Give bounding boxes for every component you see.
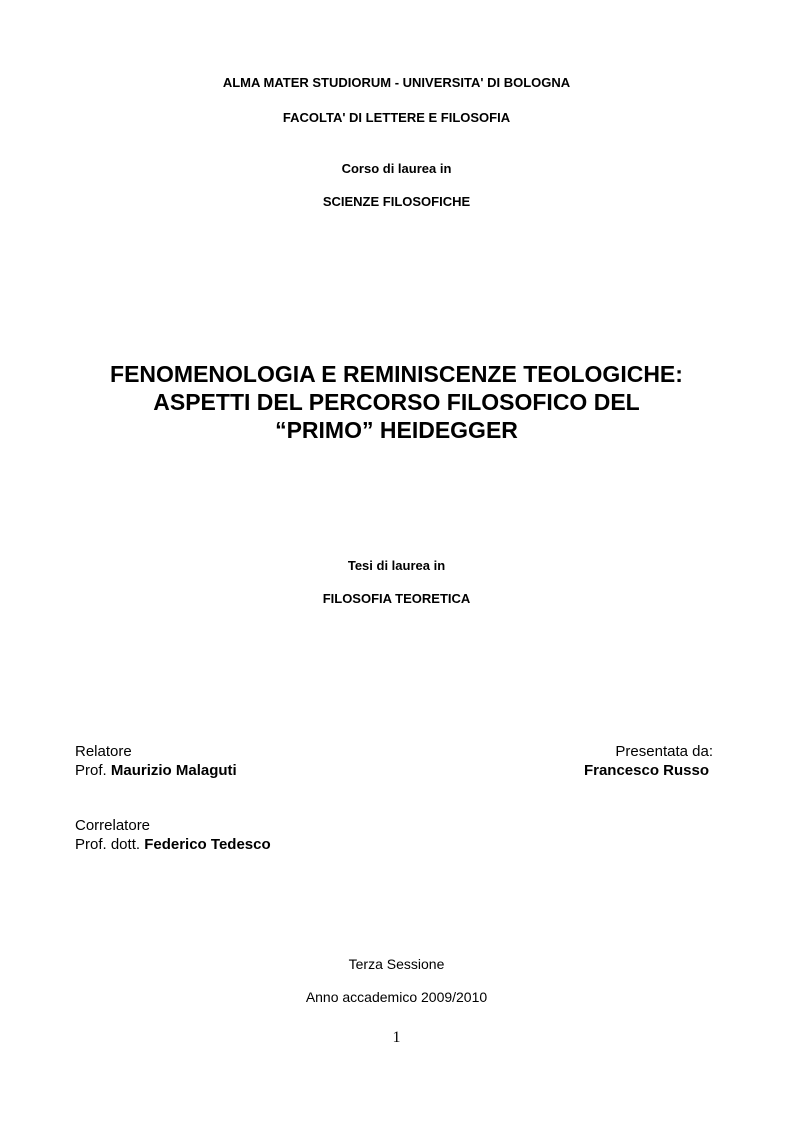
page-number: 1 <box>392 1029 401 1046</box>
co-supervisor-role: Correlatore <box>75 817 151 834</box>
supervisor-name: Maurizio Malaguti <box>110 762 237 779</box>
candidate-line <box>584 761 713 780</box>
co-supervisor-prefix: Prof. dott. <box>75 836 145 853</box>
candidate-name: Francesco Russo <box>583 762 709 779</box>
thesis-subject: FILOSOFIA TEORETICA <box>322 591 471 606</box>
supervisor-line <box>75 761 237 780</box>
thesis-title-line-2: ASPETTI DEL PERCORSO FILOSOFICO DEL <box>153 389 640 415</box>
thesis-title <box>0 360 793 444</box>
academic-year: Anno accademico 2009/2010 <box>305 989 488 1005</box>
candidate-block <box>584 742 713 780</box>
university-name: ALMA MATER STUDIORUM - UNIVERSITA' DI BOLOGNA <box>222 75 571 90</box>
faculty-name: FACOLTA' DI LETTERE E FILOSOFIA <box>282 110 511 125</box>
supervisor-prefix: Prof. <box>75 762 111 779</box>
thesis-title-line-1: FENOMENOLOGIA E REMINISCENZE TEOLOGICHE: <box>110 361 683 387</box>
supervisor-block <box>75 742 237 780</box>
co-supervisor-line <box>75 835 271 854</box>
co-supervisor-name: Federico Tedesco <box>144 836 271 853</box>
thesis-label: Tesi di laurea in <box>347 558 446 573</box>
co-supervisor-block <box>75 816 271 854</box>
thesis-title-line-3: “PRIMO” HEIDEGGER <box>275 417 518 443</box>
candidate-role: Presentata da: <box>615 743 713 760</box>
course-name: SCIENZE FILOSOFICHE <box>322 194 471 209</box>
session: Terza Sessione <box>348 956 445 972</box>
course-label: Corso di laurea in <box>341 161 452 176</box>
supervisor-role: Relatore <box>75 743 132 760</box>
